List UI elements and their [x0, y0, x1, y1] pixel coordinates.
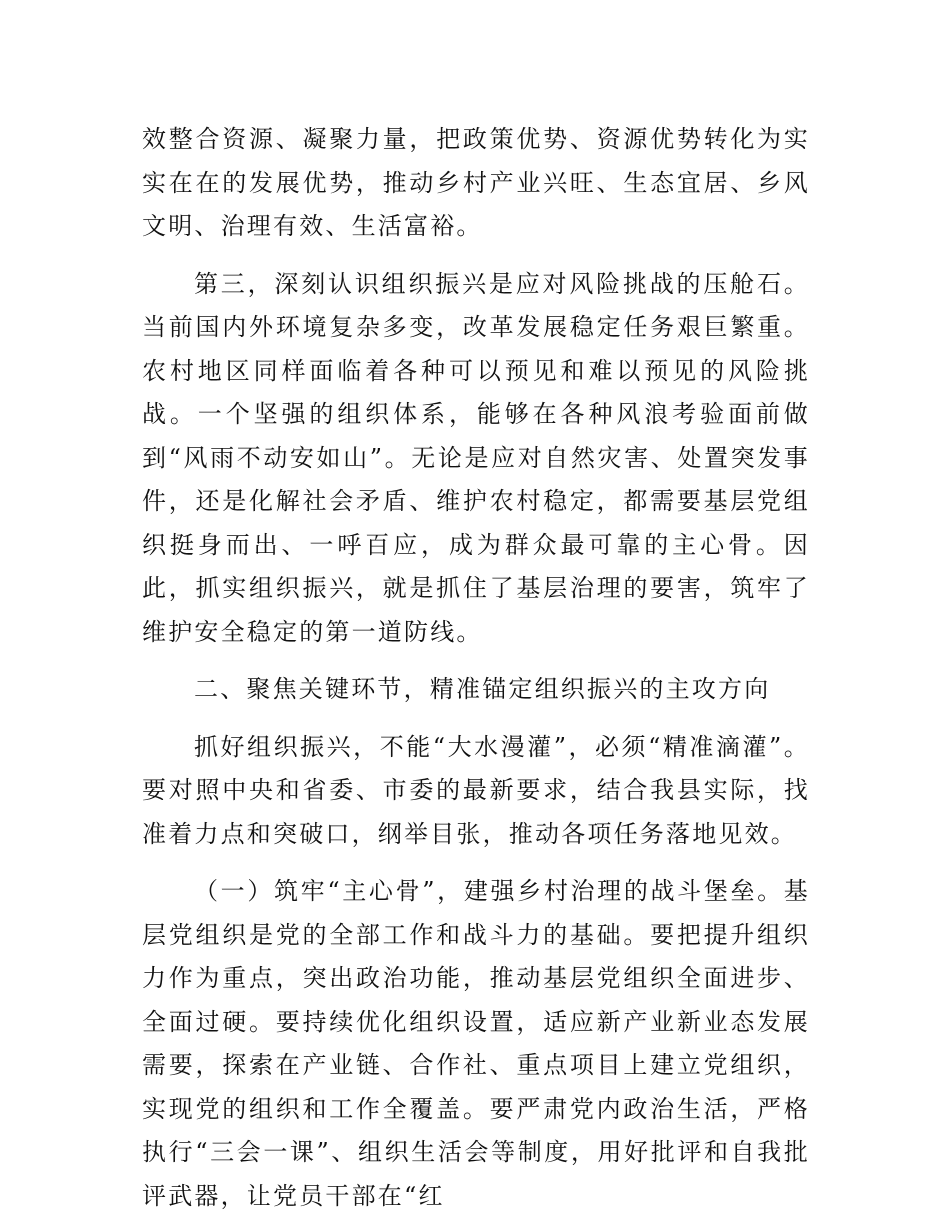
document-body	[142, 118, 810, 1218]
paragraph-third-point: 第三，深刻认识组织振兴是应对风险挑战的压舱石。当前国内外环境复杂多变，改革发展稳定任务艰巨繁重。农村地区同样面临着各种可以预见和难以预见的风险挑战。一个坚强的组织体系，能够在各种风浪考验面前做到“风雨不动安如山”。无论是应对自然灾害、处置突发事件，还是化解社会矛盾、维护农村稳定，都需要基层党组织挺身而出、一呼百应，成为群众最可靠的主心骨。因此，抓实组织振兴，就是抓住了基层治理的要害，筑牢了维护安全稳定的第一道防线。	[142, 269, 810, 646]
paragraph-subpoint-one: （一）筑牢“主心骨”，建强乡村治理的战斗堡垒。基层党组织是党的全部工作和战斗力的基础。要把提升组织力作为重点，突出政治功能，推动基层党组织全面进步、全面过硬。要持续优化组织设置，适应新产业新业态发展需要，探索在产业链、合作社、重点项目上建立党组织，实现党的组织和工作全覆盖。要严肃党内政治生活，严格执行“三会一课”、组织生活会等制度，用好批评和自我批评武器，让党员干部在“红	[142, 877, 810, 1210]
paragraph-section-intro: 抓好组织振兴，不能“大水漫灌”，必须“精准滴灌”。要对照中央和省委、市委的最新要求，结合我县实际，找准着力点和突破口，纲举目张，推动各项任务落地见效。	[142, 732, 810, 848]
section-heading: 二、聚焦关键环节，精准锚定组织振兴的主攻方向	[194, 675, 771, 703]
paragraph-continuation: 效整合资源、凝聚力量，把政策优势、资源优势转化为实实在在的发展优势，推动乡村产业兴旺、生态宜居、乡风文明、治理有效、生活富裕。	[142, 125, 810, 240]
